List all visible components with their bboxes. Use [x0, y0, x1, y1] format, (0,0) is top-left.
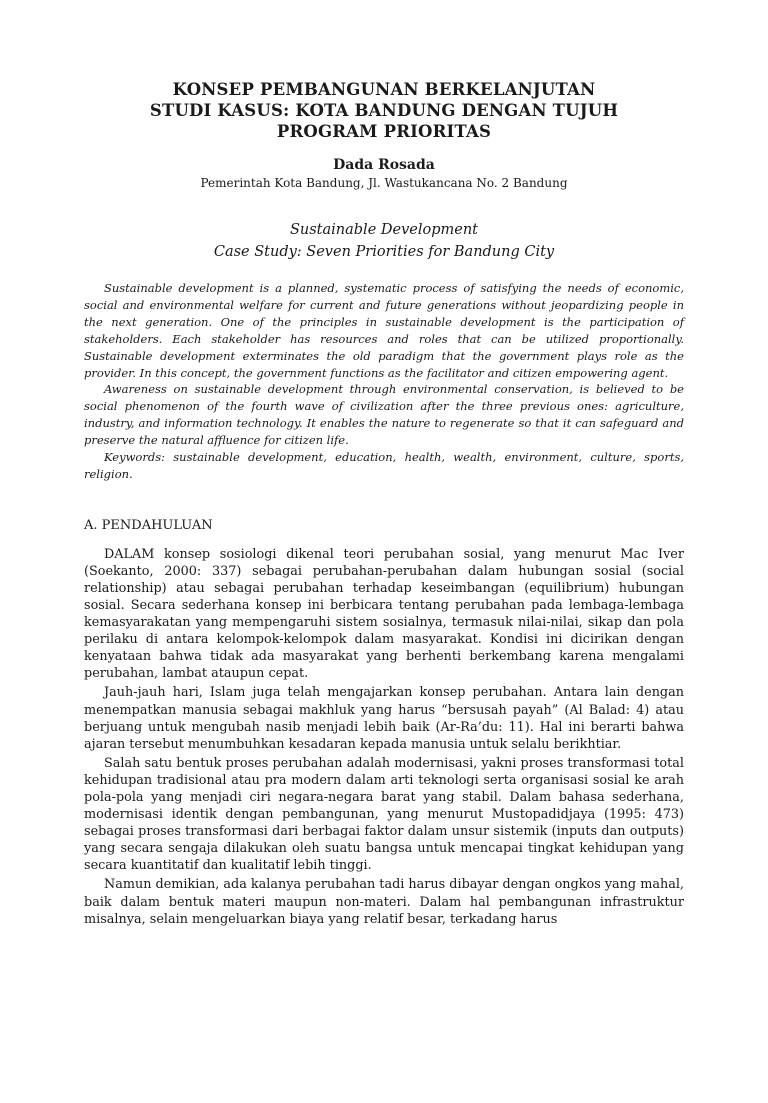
abstract-paragraph: Sustainable development is a planned, systematic process of satisfying the needs of economic, social and environmental welfare for current and future generations without jeopardizing people in the next generation. One of the principles in sustainable development is the participation of stakeholders. Each stakeholder has resources and roles that can be utilized proportionally. Sustainable development exterminates the old paradigm that the government plays role as the provider. In this concept, the government functions as the facilitator and citizen empowering agent. [84, 281, 684, 380]
abstract-paragraph: Awareness on sustainable development through environmental conservation, is believed to be social phenomenon of the fourth wave of civilization after the three previous ones: agriculture, industry, and information technology. It enables the nature to regenerate so that it can safeguard and preserve the natural affluence for citizen life. [84, 382, 684, 448]
english-title [84, 219, 684, 263]
english-title-line: Case Study: Seven Priorities for Bandung City [213, 244, 555, 260]
keywords: Keywords: sustainable development, education, health, wealth, environment, culture, sports, religion. [84, 450, 684, 481]
section-heading: A. PENDAHULUAN [84, 517, 213, 533]
body-paragraph: DALAM konsep sosiologi dikenal teori perubahan sosial, yang menurut Mac Iver (Soekanto, 2000: 337) sebagai perubahan-perubahan dalam hubungan sosial (social relationship) atau sebagai perubahan terhadap keseimbangan (equilibrium) hubungan sosial. Secara sederhana konsep ini berbicara tentang perubahan pada lembaga-lembaga kemasyarakatan yang mempengaruhi sistem sosialnya, termasuk nilai-nilai, sikap dan pola perilaku di antara kelompok-kelompok dalam masyarakat. Kondisi ini dicirikan dengan kenyataan bahwa tidak ada masyarakat yang berhenti berkembang karena mengalami perubahan, lambat ataupun cepat. [84, 546, 684, 682]
body-paragraph: Salah satu bentuk proses perubahan adalah modernisasi, yakni proses transformasi total kehidupan tradisional atau pra modern dalam arti teknologi serta organisasi sosial ke arah pola-pola yang menjadi ciri negara-negara barat yang stabil. Dalam bahasa sederhana, modernisasi identik dengan pembangunan, yang menurut Mustopadidjaya (1995: 473) sebagai proses transformasi dari berbagai faktor dalam unsur sistemik (inputs dan outputs) yang secara sengaja dilakukan oleh suatu bangsa untuk mencapai tingkat kehidupan yang secara kuantitatif dan kualitatif lebih tinggi. [84, 755, 684, 874]
author-name: Dada Rosada [333, 157, 435, 173]
english-title-line: Sustainable Development [289, 222, 479, 238]
body-paragraph: Jauh-jauh hari, Islam juga telah mengajarkan konsep perubahan. Antara lain dengan menempatkan manusia sebagai makhluk yang harus “bersusah payah” (Al Balad: 4) atau berjuang untuk mengubah nasib menjadi lebih baik (Ar-Ra’du: 11). Hal ini berarti bahwa ajaran tersebut menumbuhkan kesadaran kepada manusia untuk selalu berikhtiar. [84, 685, 684, 752]
paper-page [0, 79, 768, 1103]
body-paragraph: Namun demikian, ada kalanya perubahan tadi harus dibayar dengan ongkos yang mahal, baik dalam bentuk materi maupun non-materi. Dalam hal pembangunan infrastruktur misalnya, selain mengeluarkan biaya yang relatif besar, terkadang harus [84, 877, 684, 927]
title-line: KONSEP PEMBANGUNAN BERKELANJUTAN [172, 80, 596, 99]
title-line: STUDI KASUS: KOTA BANDUNG DENGAN TUJUH [149, 101, 619, 120]
body-text [84, 546, 684, 928]
title-line: PROGRAM PRIORITAS [276, 122, 492, 141]
author-affiliation: Pemerintah Kota Bandung, Jl. Wastukancana No. 2 Bandung [200, 176, 568, 190]
abstract [84, 280, 684, 483]
paper-title [84, 79, 684, 142]
